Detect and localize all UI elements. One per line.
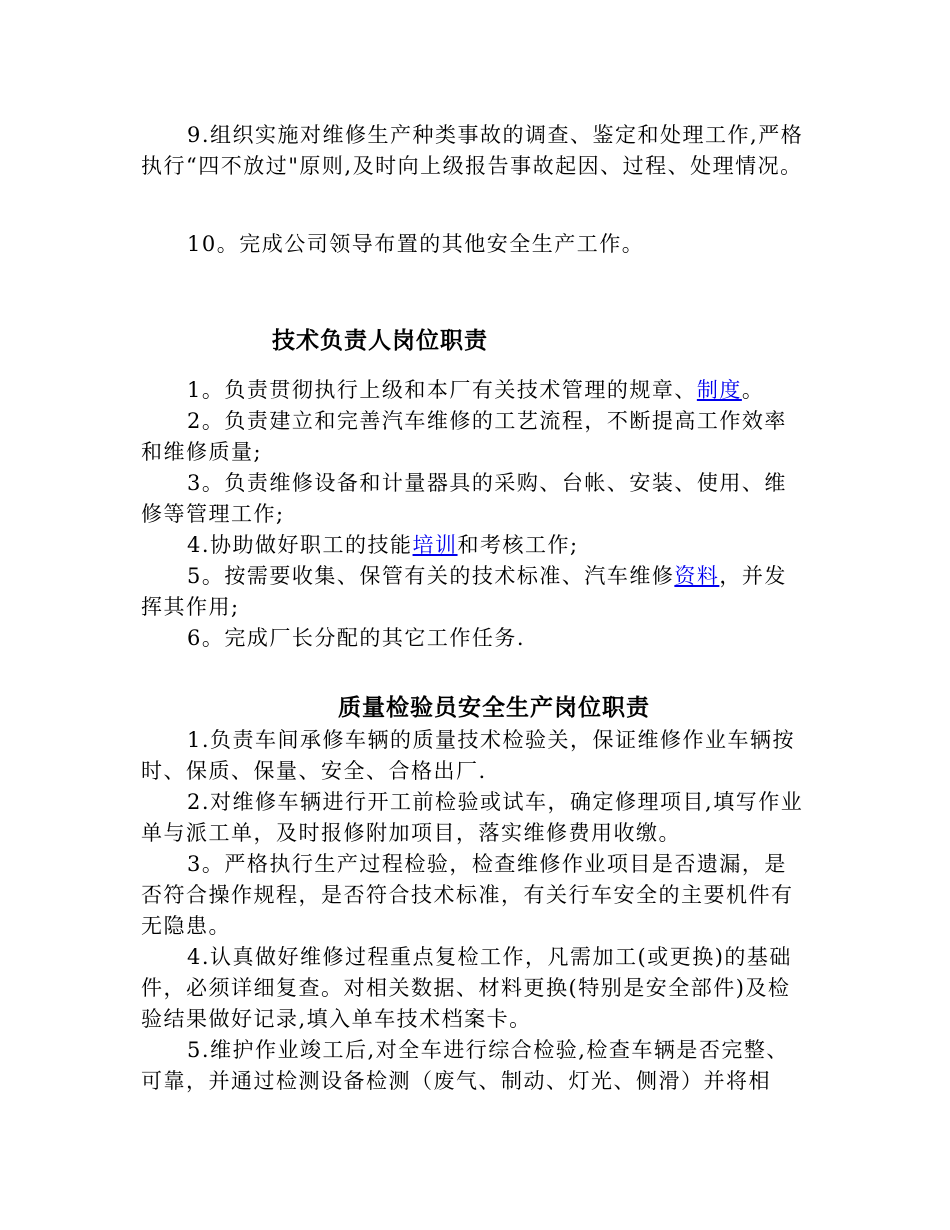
paragraph-item-2: [141, 406, 805, 468]
paragraph-text: 2.对维修车辆进行开工前检验或试车，确定修理项目,填写作业单与派工单，及时报修附加项目，落实维修费用收缴。: [141, 790, 804, 845]
paragraph-text: 1.负责车间承修车辆的质量技术检验关，保证维修作业车辆按时、保质、保量、安全、合格出厂.: [141, 728, 796, 783]
paragraph-text: 9.组织实施对维修生产种类事故的调查、鉴定和处理工作,严格执行“四不放过"原则,及时向上级报告事故起因、过程、处理情况。: [141, 123, 804, 178]
paragraph-item-10: [141, 229, 805, 260]
paragraph-item-2: [141, 787, 805, 849]
paragraph-item-3: [141, 849, 805, 942]
paragraph-text: 4.协助做好职工的技能: [187, 533, 413, 557]
paragraph-text: 6。完成厂长分配的其它工作任务.: [187, 626, 526, 650]
paragraph-text: 3。负责维修设备和计量器具的采购、台帐、安装、使用、维修等管理工作;: [141, 471, 787, 526]
paragraph-text: 。: [741, 378, 765, 402]
paragraph-text: 5。按需要收集、保管有关的技术标准、汽车维修: [187, 564, 675, 588]
paragraph-item-1: [141, 725, 805, 787]
paragraph-item-3: [141, 468, 805, 530]
paragraph-text: 3。严格执行生产过程检验，检查维修作业项目是否遗漏，是否符合操作规程，是否符合技术标准，有关行车安全的主要机件有无隐患。: [141, 852, 794, 938]
section-title-technical-lead: 技术负责人岗位职责: [272, 328, 488, 354]
paragraph-item-5: [141, 561, 805, 623]
link-materials[interactable]: 资料: [674, 564, 720, 588]
paragraph-text: 1。负责贯彻执行上级和本厂有关技术管理的规章、: [187, 378, 697, 402]
paragraph-text: 5.维护作业竣工后,对全车进行综合检验,检查车辆是否完整、可靠，并通过检测设备检测（废气、制动、灯光、侧滑）并将相: [141, 1038, 789, 1093]
paragraph-text: 4.认真做好维修过程重点复检工作，凡需加工(或更换)的基础件，必须详细复查。对相关数据、材料更换(特别是安全部件)及检验结果做好记录,填入单车技术档案卡。: [141, 945, 792, 1031]
paragraph-text: ，并发挥其作用;: [141, 564, 787, 619]
paragraph-item-9: [141, 120, 805, 182]
paragraph-text: 2。负责建立和完善汽车维修的工艺流程，不断提高工作效率和维修质量;: [141, 409, 787, 464]
paragraph-item-4: [141, 942, 805, 1035]
paragraph-item-1: [141, 375, 805, 406]
link-regulations[interactable]: 制度: [696, 378, 742, 402]
paragraph-text: 和考核工作;: [457, 533, 579, 557]
section-title-quality-inspector: 质量检验员安全生产岗位职责: [338, 695, 650, 721]
paragraph-item-5: [141, 1035, 805, 1097]
link-training[interactable]: 培训: [412, 533, 458, 557]
paragraph-item-6: [141, 623, 805, 654]
paragraph-text: 10。完成公司领导布置的其他安全生产工作。: [187, 232, 645, 256]
paragraph-item-4: [141, 530, 805, 561]
